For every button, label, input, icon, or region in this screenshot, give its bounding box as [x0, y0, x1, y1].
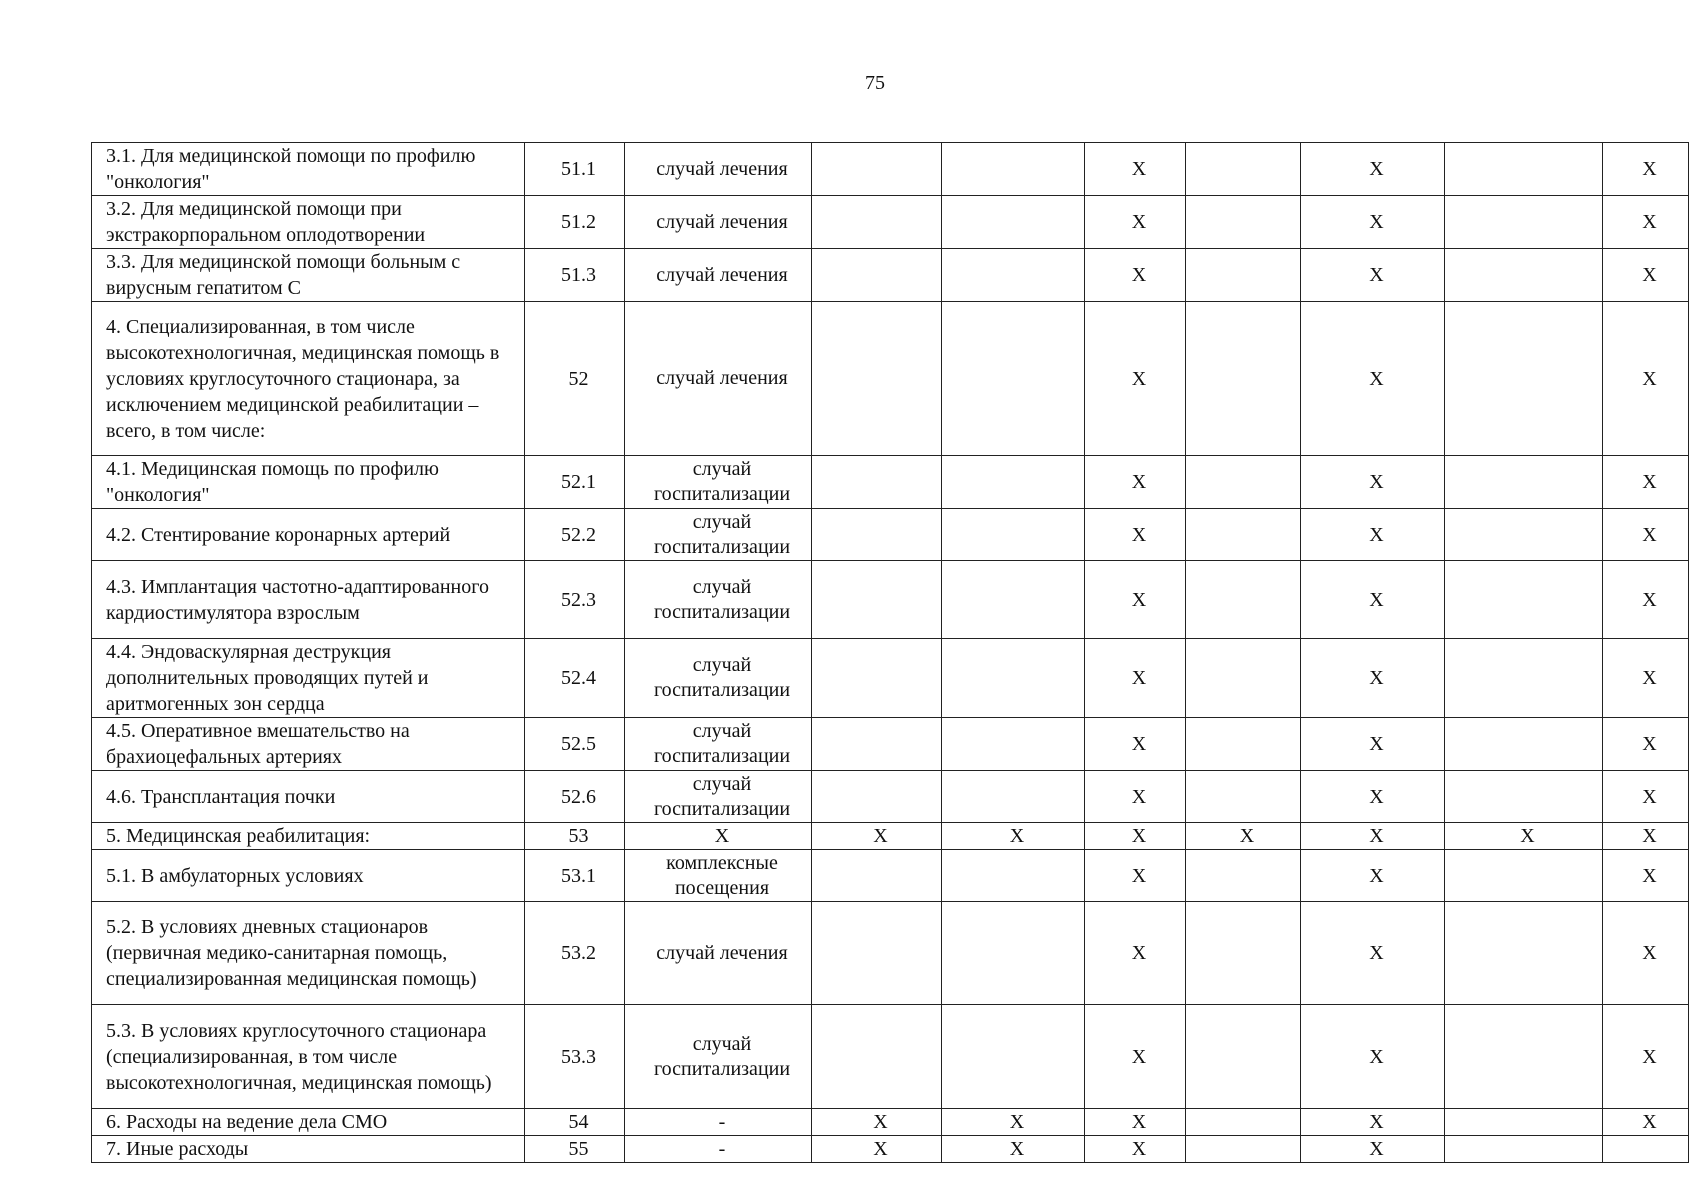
row-code-cell: 52.5 — [525, 718, 625, 771]
row-value-cell-c1 — [812, 456, 942, 509]
row-value-cell-c4 — [1186, 302, 1301, 456]
row-value-cell-c4 — [1186, 143, 1301, 196]
row-value-cell-c5: Х — [1301, 771, 1445, 823]
row-value-cell-c1 — [812, 143, 942, 196]
row-value-cell-c3: Х — [1085, 249, 1186, 302]
row-code-cell: 51.2 — [525, 196, 625, 249]
table-row — [92, 196, 1689, 249]
row-value-cell-c4 — [1186, 196, 1301, 249]
row-name-cell: 4.2. Стентирование коронарных артерий — [92, 509, 525, 561]
row-value-cell-c7: Х — [1603, 718, 1689, 771]
row-value-cell-c2 — [942, 249, 1085, 302]
row-unit-cell: - — [625, 1136, 812, 1163]
row-value-cell-c3: Х — [1085, 302, 1186, 456]
table-row — [92, 509, 1689, 561]
row-value-cell-c3: Х — [1085, 718, 1186, 771]
row-value-cell-c1: Х — [812, 823, 942, 850]
row-value-cell-c5: Х — [1301, 249, 1445, 302]
row-value-cell-c1 — [812, 249, 942, 302]
row-name-cell: 3.1. Для медицинской помощи по профилю "онкология" — [92, 143, 525, 196]
row-unit-cell: случай госпитализации — [625, 639, 812, 718]
row-name-cell: 6. Расходы на ведение дела СМО — [92, 1109, 525, 1136]
row-name-cell: 4.1. Медицинская помощь по профилю "онкология" — [92, 456, 525, 509]
row-unit-cell: случай лечения — [625, 143, 812, 196]
row-code-cell: 53 — [525, 823, 625, 850]
row-value-cell-c3: Х — [1085, 823, 1186, 850]
row-value-cell-c1 — [812, 850, 942, 902]
row-value-cell-c7: Х — [1603, 196, 1689, 249]
row-value-cell-c2: Х — [942, 1136, 1085, 1163]
row-code-cell: 53.1 — [525, 850, 625, 902]
page-number: 75 — [865, 72, 885, 94]
row-unit-cell: случай госпитализации — [625, 718, 812, 771]
row-value-cell-c1 — [812, 196, 942, 249]
row-code-cell: 52.6 — [525, 771, 625, 823]
row-name-cell: 5.3. В условиях круглосуточного стационара (специализированная, в том числе высокотехнологичная, медицинская помощь) — [92, 1005, 525, 1109]
row-value-cell-c4: Х — [1186, 823, 1301, 850]
row-code-cell: 52.4 — [525, 639, 625, 718]
row-value-cell-c7: Х — [1603, 561, 1689, 639]
row-value-cell-c2 — [942, 302, 1085, 456]
table-row — [92, 1136, 1689, 1163]
row-unit-cell: случай лечения — [625, 249, 812, 302]
row-value-cell-c2 — [942, 561, 1085, 639]
row-value-cell-c3: Х — [1085, 639, 1186, 718]
table-body — [92, 143, 1689, 1163]
row-value-cell-c4 — [1186, 1136, 1301, 1163]
row-name-cell: 7. Иные расходы — [92, 1136, 525, 1163]
row-name-cell: 4.6. Трансплантация почки — [92, 771, 525, 823]
row-value-cell-c3: Х — [1085, 509, 1186, 561]
row-value-cell-c1 — [812, 902, 942, 1005]
row-value-cell-c7: Х — [1603, 249, 1689, 302]
row-unit-cell: случай госпитализации — [625, 1005, 812, 1109]
row-value-cell-c2 — [942, 509, 1085, 561]
row-code-cell: 52.2 — [525, 509, 625, 561]
table-row — [92, 771, 1689, 823]
row-value-cell-c6 — [1445, 902, 1603, 1005]
row-value-cell-c3: Х — [1085, 561, 1186, 639]
row-value-cell-c3: Х — [1085, 902, 1186, 1005]
row-code-cell: 53.2 — [525, 902, 625, 1005]
row-value-cell-c2 — [942, 1005, 1085, 1109]
row-value-cell-c2: Х — [942, 823, 1085, 850]
row-value-cell-c4 — [1186, 561, 1301, 639]
row-value-cell-c4 — [1186, 1005, 1301, 1109]
row-value-cell-c6 — [1445, 561, 1603, 639]
row-value-cell-c5: Х — [1301, 456, 1445, 509]
row-value-cell-c1 — [812, 771, 942, 823]
row-code-cell: 51.3 — [525, 249, 625, 302]
row-name-cell: 5.1. В амбулаторных условиях — [92, 850, 525, 902]
row-value-cell-c6 — [1445, 456, 1603, 509]
row-value-cell-c6 — [1445, 249, 1603, 302]
row-value-cell-c7: Х — [1603, 1109, 1689, 1136]
row-value-cell-c5: Х — [1301, 823, 1445, 850]
table-row — [92, 143, 1689, 196]
row-value-cell-c5: Х — [1301, 561, 1445, 639]
row-value-cell-c2 — [942, 196, 1085, 249]
row-value-cell-c6: Х — [1445, 823, 1603, 850]
row-value-cell-c4 — [1186, 509, 1301, 561]
row-unit-cell: Х — [625, 823, 812, 850]
row-unit-cell: случай госпитализации — [625, 509, 812, 561]
row-value-cell-c3: Х — [1085, 850, 1186, 902]
row-value-cell-c3: Х — [1085, 1005, 1186, 1109]
row-value-cell-c7: Х — [1603, 1005, 1689, 1109]
row-value-cell-c4 — [1186, 771, 1301, 823]
row-value-cell-c5: Х — [1301, 196, 1445, 249]
row-value-cell-c5: Х — [1301, 1005, 1445, 1109]
row-value-cell-c6 — [1445, 850, 1603, 902]
row-value-cell-c1 — [812, 718, 942, 771]
row-value-cell-c4 — [1186, 850, 1301, 902]
data-table — [91, 142, 1689, 1163]
row-value-cell-c5: Х — [1301, 850, 1445, 902]
row-value-cell-c7: Х — [1603, 902, 1689, 1005]
row-value-cell-c7: Х — [1603, 302, 1689, 456]
row-code-cell: 54 — [525, 1109, 625, 1136]
row-value-cell-c3: Х — [1085, 1109, 1186, 1136]
row-unit-cell: случай госпитализации — [625, 771, 812, 823]
row-name-cell: 3.3. Для медицинской помощи больным с вирусным гепатитом С — [92, 249, 525, 302]
row-value-cell-c6 — [1445, 1005, 1603, 1109]
row-value-cell-c1 — [812, 561, 942, 639]
table-row — [92, 1109, 1689, 1136]
row-value-cell-c6 — [1445, 196, 1603, 249]
row-value-cell-c1 — [812, 1005, 942, 1109]
row-unit-cell: случай лечения — [625, 302, 812, 456]
row-code-cell: 52 — [525, 302, 625, 456]
row-value-cell-c5: Х — [1301, 1109, 1445, 1136]
table-row — [92, 456, 1689, 509]
row-value-cell-c3: Х — [1085, 456, 1186, 509]
table-row — [92, 850, 1689, 902]
table-row — [92, 302, 1689, 456]
row-unit-cell: случай госпитализации — [625, 456, 812, 509]
row-name-cell: 5.2. В условиях дневных стационаров (первичная медико-санитарная помощь, специализированная медицинская помощь) — [92, 902, 525, 1005]
row-value-cell-c7: Х — [1603, 850, 1689, 902]
row-name-cell: 4.5. Оперативное вмешательство на брахиоцефальных артериях — [92, 718, 525, 771]
table-row — [92, 639, 1689, 718]
row-value-cell-c4 — [1186, 249, 1301, 302]
row-unit-cell: случай лечения — [625, 196, 812, 249]
row-value-cell-c2 — [942, 850, 1085, 902]
row-code-cell: 55 — [525, 1136, 625, 1163]
row-code-cell: 53.3 — [525, 1005, 625, 1109]
row-unit-cell: случай госпитализации — [625, 561, 812, 639]
row-unit-cell: случай лечения — [625, 902, 812, 1005]
row-value-cell-c5: Х — [1301, 509, 1445, 561]
row-value-cell-c5: Х — [1301, 902, 1445, 1005]
row-value-cell-c2 — [942, 771, 1085, 823]
row-value-cell-c6 — [1445, 718, 1603, 771]
row-name-cell: 4.3. Имплантация частотно-адаптированного кардиостимулятора взрослым — [92, 561, 525, 639]
row-value-cell-c1 — [812, 509, 942, 561]
row-value-cell-c6 — [1445, 302, 1603, 456]
row-value-cell-c5: Х — [1301, 1136, 1445, 1163]
row-value-cell-c7: Х — [1603, 509, 1689, 561]
row-value-cell-c3: Х — [1085, 1136, 1186, 1163]
row-name-cell: 5. Медицинская реабилитация: — [92, 823, 525, 850]
row-value-cell-c7: Х — [1603, 143, 1689, 196]
row-value-cell-c7: Х — [1603, 639, 1689, 718]
row-value-cell-c3: Х — [1085, 771, 1186, 823]
row-value-cell-c1 — [812, 302, 942, 456]
row-value-cell-c7 — [1603, 1136, 1689, 1163]
table-row — [92, 902, 1689, 1005]
row-value-cell-c2 — [942, 456, 1085, 509]
row-value-cell-c4 — [1186, 902, 1301, 1005]
row-code-cell: 52.1 — [525, 456, 625, 509]
row-name-cell: 3.2. Для медицинской помощи при экстракорпоральном оплодотворении — [92, 196, 525, 249]
table-row — [92, 1005, 1689, 1109]
row-value-cell-c6 — [1445, 1109, 1603, 1136]
row-value-cell-c2 — [942, 718, 1085, 771]
row-value-cell-c1 — [812, 639, 942, 718]
row-value-cell-c5: Х — [1301, 639, 1445, 718]
row-value-cell-c2 — [942, 143, 1085, 196]
table-row — [92, 249, 1689, 302]
row-value-cell-c6 — [1445, 509, 1603, 561]
row-name-cell: 4.4. Эндоваскулярная деструкция дополнительных проводящих путей и аритмогенных зон сердца — [92, 639, 525, 718]
row-value-cell-c3: Х — [1085, 196, 1186, 249]
table-row — [92, 823, 1689, 850]
row-value-cell-c6 — [1445, 1136, 1603, 1163]
table-row — [92, 718, 1689, 771]
row-value-cell-c4 — [1186, 718, 1301, 771]
row-value-cell-c7: Х — [1603, 823, 1689, 850]
row-value-cell-c7: Х — [1603, 456, 1689, 509]
row-value-cell-c4 — [1186, 639, 1301, 718]
row-value-cell-c1: Х — [812, 1109, 942, 1136]
row-value-cell-c1: Х — [812, 1136, 942, 1163]
row-value-cell-c6 — [1445, 639, 1603, 718]
row-value-cell-c2: Х — [942, 1109, 1085, 1136]
row-value-cell-c5: Х — [1301, 302, 1445, 456]
table-row — [92, 561, 1689, 639]
row-code-cell: 52.3 — [525, 561, 625, 639]
row-name-cell: 4. Специализированная, в том числе высокотехнологичная, медицинская помощь в условиях круглосуточного стационара, за исключением медицинской реабилитации – всего, в том числе: — [92, 302, 525, 456]
row-value-cell-c4 — [1186, 456, 1301, 509]
row-value-cell-c2 — [942, 639, 1085, 718]
row-code-cell: 51.1 — [525, 143, 625, 196]
row-value-cell-c7: Х — [1603, 771, 1689, 823]
row-value-cell-c2 — [942, 902, 1085, 1005]
row-value-cell-c5: Х — [1301, 143, 1445, 196]
row-unit-cell: - — [625, 1109, 812, 1136]
row-value-cell-c3: Х — [1085, 143, 1186, 196]
row-value-cell-c5: Х — [1301, 718, 1445, 771]
row-unit-cell: комплексные посещения — [625, 850, 812, 902]
row-value-cell-c6 — [1445, 143, 1603, 196]
row-value-cell-c4 — [1186, 1109, 1301, 1136]
row-value-cell-c6 — [1445, 771, 1603, 823]
